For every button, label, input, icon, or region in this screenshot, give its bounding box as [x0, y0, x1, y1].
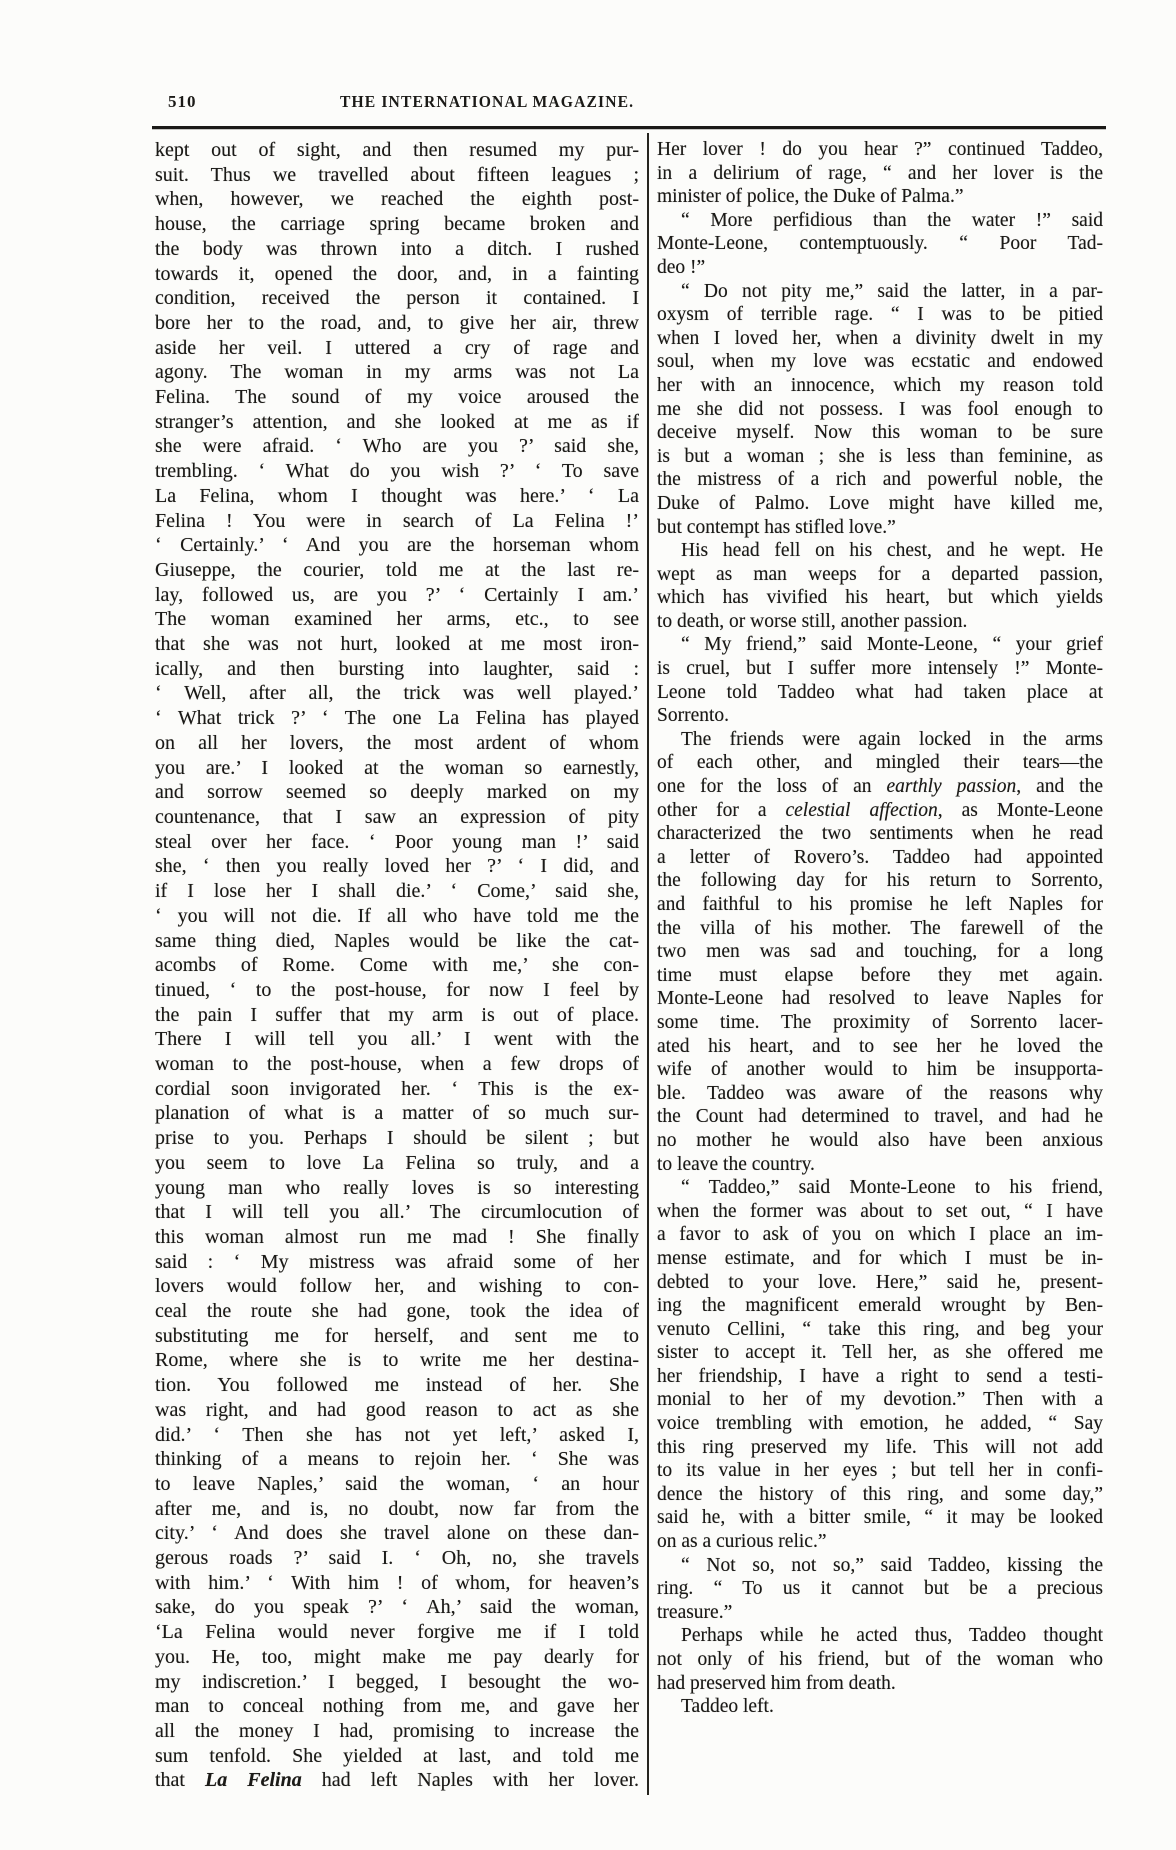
text-line: Her lover ! do you hear ?” continued Taddeo,: [657, 139, 1103, 160]
text-line: man to conceal nothing from me, and gave her: [155, 1695, 639, 1718]
text-line: soul, when my love was ecstatic and endowed: [657, 351, 1103, 373]
text-line: Felina ! You were in search of La Felina !’: [155, 509, 639, 532]
page-header: [0, 92, 1176, 118]
text-line: ‘La Felina would never forgive me if I told: [155, 1621, 639, 1644]
paragraph: [657, 633, 1103, 727]
text-line: you seem to love La Felina so truly, and a: [155, 1151, 639, 1174]
paragraph: [657, 1624, 1103, 1695]
text-line: said : ‘ My mistress was afraid some of her: [155, 1250, 639, 1273]
text-line: thinking of a means to rejoin her. ‘ She was: [155, 1448, 639, 1471]
text-line: young man who really loves is so interesting: [155, 1176, 639, 1199]
text-line: time must elapse before they met again.: [657, 964, 1103, 986]
text-line: tinued, ‘ to the post-house, for now I feel by: [155, 978, 639, 1001]
text-line: had preserved him from death.: [657, 1672, 896, 1694]
text-line: The woman examined her arms, etc., to see: [155, 608, 639, 631]
text-line: no mother he would also have been anxious: [657, 1129, 1103, 1151]
text-line: this woman almost run me mad ! She finally: [155, 1225, 639, 1248]
left-column: [155, 138, 639, 1793]
text-line: debted to your love. Here,” said he, present-: [657, 1271, 1103, 1293]
text-line: Sorrento.: [657, 705, 730, 727]
page-title: THE INTERNATIONAL MAGAZINE.: [340, 92, 635, 111]
paragraph: [657, 209, 1103, 280]
text-line: lay, followed us, are you ?’ ‘ Certainly I am.’: [155, 583, 639, 606]
text-line: cordial soon invigorated her. ‘ This is the ex-: [155, 1077, 639, 1100]
text-line: in a delirium of rage, “ and her lover is the: [657, 162, 1103, 184]
text-line: “ My friend,” said Monte-Leone, “ your grief: [681, 634, 1103, 656]
text-line: deceive myself. Now this woman to be sure: [657, 422, 1103, 444]
text-line: said he, with a bitter smile, “ it may be looked: [657, 1507, 1103, 1529]
text-line: treasure.”: [657, 1601, 733, 1623]
text-line: His head fell on his chest, and he wept. He: [681, 540, 1103, 562]
text-line: and sorrow seemed so deeply marked on my: [155, 781, 639, 804]
text-line: The friends were again locked in the arms: [681, 728, 1103, 750]
text-line: her with an innocence, which my reason told: [657, 374, 1103, 396]
text-line: after me, and is, no doubt, now far from the: [155, 1497, 639, 1520]
text-line: planation of what is a matter of so much sur-: [155, 1102, 639, 1125]
text-line: she were afraid. ‘ Who are you ?’ said she,: [155, 435, 639, 458]
page-content: [155, 138, 1103, 1793]
text-line: of each other, and mingled their tears—the: [657, 752, 1103, 774]
text-line: There I will tell you all.’ I went with the: [155, 1028, 639, 1051]
text-line: agony. The woman in my arms was not La: [155, 361, 639, 384]
text-line: which has vivified his heart, but which yields: [657, 587, 1103, 609]
text-line: me she did not possess. I was fool enough to: [657, 398, 1103, 420]
text-line: minister of police, the Duke of Palma.”: [657, 186, 964, 208]
text-line: sake, do you speak ?’ ‘ Ah,’ said the woman,: [155, 1596, 639, 1619]
text-line: same thing died, Naples would be like the cat-: [155, 929, 639, 952]
text-line: the villa of his mother. The farewell of the: [657, 917, 1103, 939]
text-line: Giuseppe, the courier, told me at the last re-: [155, 558, 639, 581]
text-line: one for the loss of an earthly passion, and the: [657, 776, 1103, 798]
text-line: ble. Taddeo was aware of the reasons why: [657, 1082, 1103, 1104]
text-line: Taddeo left.: [681, 1696, 774, 1718]
text-line: to death, or worse still, another passion.: [657, 610, 968, 632]
text-line: ‘ What trick ?’ ‘ The one La Felina has played: [155, 707, 639, 730]
header-rule: [152, 126, 1106, 129]
text-line: that La Felina had left Naples with her lover.: [155, 1769, 639, 1792]
paragraph: [155, 138, 639, 1793]
text-line: she, ‘ then you really loved her ?’ ‘ I did, and: [155, 855, 639, 878]
text-line: Monte-Leone had resolved to leave Naples for: [657, 988, 1103, 1010]
text-line: “ Do not pity me,” said the latter, in a par-: [681, 280, 1103, 302]
paragraph: [657, 1695, 1103, 1719]
text-line: to its value in her eyes ; but tell her in confi-: [657, 1460, 1103, 1482]
text-line: ‘ Well, after all, the trick was well played.’: [155, 682, 639, 705]
text-line: you are.’ I looked at the woman so earnestly,: [155, 756, 639, 779]
text-line: Perhaps while he acted thus, Taddeo thought: [681, 1625, 1103, 1647]
text-line: her friendship, I have a right to send a testi-: [657, 1365, 1103, 1387]
text-line: some time. The proximity of Sorrento lacer-: [657, 1011, 1103, 1033]
paragraph: [657, 728, 1103, 1176]
text-line: towards it, opened the door, and, in a fainting: [155, 262, 639, 285]
text-line: condition, received the person it contained. I: [155, 287, 639, 310]
paragraph: [657, 138, 1103, 209]
paragraph: [657, 539, 1103, 633]
text-line: acombs of Rome. Come with me,’ she con-: [155, 954, 639, 977]
text-line: on all her lovers, the most ardent of whom: [155, 731, 639, 754]
text-line: wife of another would to him be insupporta-: [657, 1059, 1103, 1081]
text-line: characterized the two sentiments when he read: [657, 823, 1103, 845]
text-line: if I lose her I shall die.’ ‘ Come,’ said she,: [155, 880, 639, 903]
text-line: all the money I had, promising to increase the: [155, 1720, 639, 1742]
right-column: [657, 138, 1103, 1719]
text-line: “ Not so, not so,” said Taddeo, kissing the: [681, 1554, 1103, 1576]
text-line: wept as man weeps for a departed passion,: [657, 563, 1103, 585]
text-line: you. He, too, might make me pay dearly for: [155, 1645, 639, 1668]
text-line: that she was not hurt, looked at me most iron-: [155, 633, 639, 656]
text-line: the pain I suffer that my arm is out of place.: [155, 1003, 639, 1026]
text-line: Leone told Taddeo what had taken place at: [657, 681, 1103, 703]
text-line: Rome, where she is to write me her destina-: [155, 1349, 639, 1372]
text-line: and faithful to his promise he left Naples for: [657, 894, 1103, 915]
text-line: to leave the country.: [657, 1153, 815, 1175]
paragraph: [657, 1176, 1103, 1554]
text-line: the following day for his return to Sorrento,: [657, 870, 1103, 892]
text-line: other for a celestial affection, as Monte-Leone: [657, 799, 1103, 821]
paragraph: [657, 1554, 1103, 1625]
text-line: trembling. ‘ What do you wish ?’ ‘ To save: [155, 460, 639, 483]
text-line: bore her to the road, and, to give her air, threw: [155, 311, 639, 334]
text-line: with him.’ ‘ With him ! of whom, for heaven’s: [155, 1571, 639, 1594]
text-line: substituting me for herself, and sent me to: [155, 1324, 639, 1347]
text-line: my indiscretion.’ I begged, I besought the wo-: [155, 1670, 639, 1693]
text-line: “ More perfidious than the water !” said: [681, 209, 1103, 231]
text-line: ‘ Certainly.’ ‘ And you are the horseman whom: [155, 534, 639, 557]
text-line: the body was thrown into a ditch. I rushed: [155, 237, 639, 260]
text-line: aside her veil. I uttered a cry of rage and: [155, 336, 639, 359]
text-line: suit. Thus we travelled about fifteen leagues ;: [155, 163, 639, 186]
text-line: “ Taddeo,” said Monte-Leone to his friend,: [681, 1177, 1103, 1199]
text-line: ceal the route she had gone, took the idea of: [155, 1300, 639, 1323]
text-line: when the former was about to set out, “ I have: [657, 1200, 1103, 1222]
text-line: mense estimate, and for which I must be in-: [657, 1247, 1103, 1269]
text-line: a favor to ask of you on which I place an im-: [657, 1224, 1103, 1246]
text-line: when I loved her, when a divinity dwelt in my: [657, 327, 1103, 349]
text-line: sister to accept it. Tell her, as she offered me: [657, 1342, 1103, 1364]
text-line: that I will tell you all.’ The circumlocution of: [155, 1201, 639, 1224]
page-number: 510: [168, 92, 197, 111]
text-line: was right, and had good reason to act as she: [155, 1398, 639, 1421]
text-line: but contempt has stifled love.”: [657, 516, 896, 538]
text-line: two men was sad and touching, for a long: [657, 941, 1103, 963]
text-line: house, the carriage spring became broken and: [155, 213, 639, 236]
text-line: this ring preserved my life. This will not add: [657, 1436, 1103, 1458]
text-line: countenance, that I saw an expression of pity: [155, 805, 639, 828]
text-line: La Felina, whom I thought was here.’ ‘ La: [155, 484, 639, 507]
text-line: tion. You followed me instead of her. She: [155, 1374, 639, 1397]
text-line: Monte-Leone, contemptuously. “ Poor Tad-: [657, 233, 1103, 255]
text-line: steal over her face. ‘ Poor young man !’ said: [155, 830, 639, 853]
text-line: on as a curious relic.”: [657, 1531, 827, 1553]
text-line: did.’ ‘ Then she has not yet left,’ asked I,: [155, 1423, 639, 1446]
text-line: oxysm of terrible rage. “ I was to be pitied: [657, 304, 1103, 326]
text-line: to leave Naples,’ said the woman, ‘ an hour: [155, 1472, 639, 1495]
text-line: ‘ you will not die. If all who have told me the: [155, 904, 639, 927]
text-line: Felina. The sound of my voice aroused the: [155, 386, 639, 409]
text-line: venuto Cellini, “ take this ring, and beg your: [657, 1318, 1103, 1340]
text-line: the Count had determined to travel, and had he: [657, 1106, 1103, 1128]
text-line: dence the history of this ring, and some day,”: [657, 1483, 1103, 1505]
text-line: lovers would follow her, and wishing to con-: [155, 1275, 639, 1298]
text-line: the mistress of a rich and powerful noble, the: [657, 469, 1103, 491]
text-line: sum tenfold. She yielded at last, and told me: [155, 1744, 639, 1767]
text-line: stranger’s attention, and she looked at me as if: [155, 410, 639, 433]
paragraph: [657, 280, 1103, 540]
text-line: deo !”: [657, 256, 706, 278]
text-line: ically, and then bursting into laughter, said :: [155, 657, 639, 680]
text-line: ated his heart, and to see her he loved the: [657, 1035, 1103, 1057]
text-line: a letter of Rovero’s. Taddeo had appointed: [657, 846, 1103, 868]
text-line: voice trembling with emotion, he added, “ Say: [657, 1413, 1103, 1435]
text-line: ring. “ To us it cannot but be a precious: [657, 1578, 1103, 1600]
text-line: prise to you. Perhaps I should be silent ; but: [155, 1127, 639, 1150]
text-line: is cruel, but I suffer more intensely !” Monte-: [657, 658, 1103, 680]
text-line: woman to the post-house, when a few drops of: [155, 1053, 639, 1076]
text-line: city.’ ‘ And does she travel alone on these dan-: [155, 1522, 639, 1545]
text-line: ing the magnificent emerald wrought by Ben-: [657, 1295, 1103, 1317]
text-line: Duke of Palmo. Love might have killed me,: [657, 492, 1103, 514]
text-line: not only of his friend, but of the woman who: [657, 1649, 1103, 1670]
text-line: when, however, we reached the eighth post-: [155, 188, 639, 211]
column-divider: [647, 133, 649, 1795]
text-line: kept out of sight, and then resumed my pur-: [155, 139, 639, 161]
text-line: is but a woman ; she is less than feminine, as: [657, 445, 1103, 467]
text-line: monial to her of my devotion.” Then with a: [657, 1389, 1103, 1411]
text-line: gerous roads ?’ said I. ‘ Oh, no, she travels: [155, 1547, 639, 1570]
